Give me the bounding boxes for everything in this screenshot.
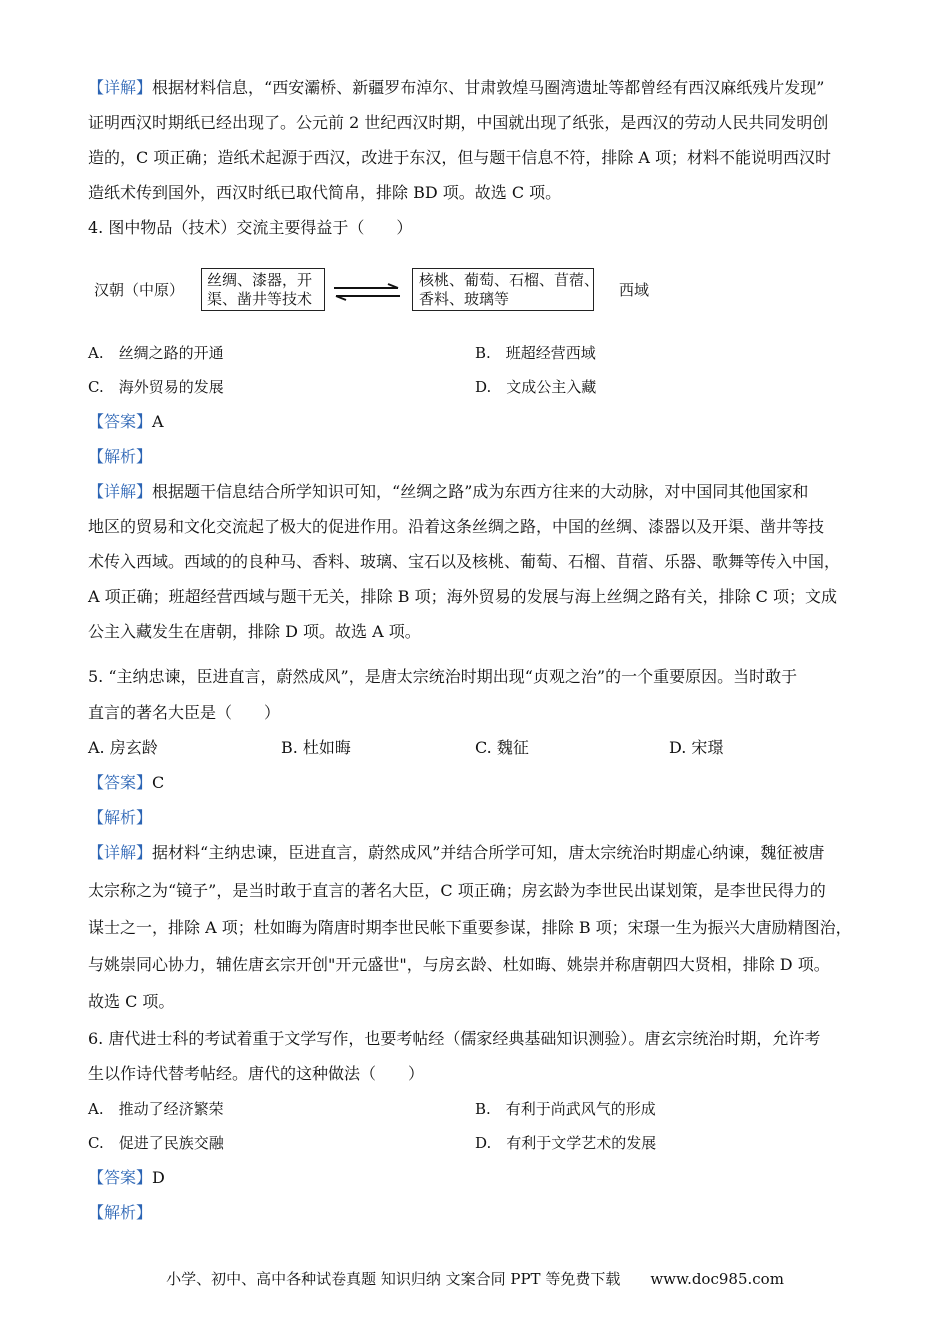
q3-detail-line-1: 【详解】根据材料信息，“西安灞桥、新疆罗布淖尔、甘肃敦煌马圈湾遗址等都曾经有西汉麻纸残片发现” [88,78,825,97]
diagram-left-label: 汉朝（中原） [94,281,185,299]
q5-detail-line-4: 与姚崇同心协力，辅佐唐玄宗开创"开元盛世"，与房玄龄、杜如晦、姚崇并称唐朝四大贤相，排除 D 项。 [88,955,830,974]
q6-option-c: C. 促进了民族交融 [88,1134,224,1152]
q5-analysis: 【解析】 [88,808,153,827]
detail-tag: 【详解】 [88,78,153,97]
diagram-right-box: 核桃、葡萄、石榴、苜蓿、 香料、玻璃等 [412,268,594,311]
q5-question-line-1: 5. “主纳忠谏，臣进直言，蔚然成风”，是唐太宗统治时期出现“贞观之治”的一个重要原因。当时敢于 [88,667,798,686]
q5-detail-line-3: 谋士之一，排除 A 项；杜如晦为隋唐时期李世民帐下重要参谋，排除 B 项；宋璟一生为振兴大唐励精图治， [88,918,852,937]
q4-answer: 【答案】A [88,412,164,431]
q4-option-c: C. 海外贸易的发展 [88,378,224,396]
q5-question-line-2: 直言的著名大臣是（ ） [88,703,281,722]
q4-question: 4. 图中物品（技术）交流主要得益于（ ） [88,218,413,237]
q4-exchange-diagram [88,265,688,315]
q4-detail-line-5: 公主入藏发生在唐朝，排除 D 项。故选 A 项。 [88,622,421,641]
double-arrow-icon [332,283,402,301]
q6-option-b: B. 有利于尚武风气的形成 [475,1100,656,1118]
q6-analysis: 【解析】 [88,1203,153,1222]
q3-detail-line-2: 证明西汉时期纸已经出现了。公元前 2 世纪西汉时期，中国就出现了纸张，是西汉的劳动人民共同发明创 [88,113,829,132]
q5-option-c: C. 魏征 [475,738,529,757]
q6-question-line-2: 生以作诗代替考帖经。唐代的这种做法（ ） [88,1064,425,1083]
q4-detail-line-2: 地区的贸易和文化交流起了极大的促进作用。沿着这条丝绸之路，中国的丝绸、漆器以及开渠、凿井等技 [88,517,825,536]
q5-option-a: A. 房玄龄 [88,738,158,757]
q3-detail-line-3: 造的，C 项正确；造纸术起源于西汉，改进于东汉，但与题干信息不符，排除 A 项；材料不能说明西汉时 [88,148,832,167]
q3-detail-line-4: 造纸术传到国外，西汉时纸已取代简帛，排除 BD 项。故选 C 项。 [88,183,562,202]
q4-detail-line-1: 【详解】根据题干信息结合所学知识可知，“丝绸之路”成为东西方往来的大动脉，对中国同其他国家和 [88,482,809,501]
q6-option-d: D. 有利于文学艺术的发展 [475,1134,657,1152]
diagram-left-box: 丝绸、漆器，开 渠、凿井等技术 [201,268,325,311]
q5-detail-line-2: 太宗称之为“镜子”，是当时敢于直言的著名大臣，C 项正确；房玄龄为李世民出谋划策，是李世民得力的 [88,881,826,900]
q5-option-b: B. 杜如晦 [281,738,351,757]
q6-answer: 【答案】D [88,1168,165,1187]
q5-detail-line-5: 故选 C 项。 [88,992,175,1011]
q6-option-a: A. 推动了经济繁荣 [88,1100,224,1118]
q4-detail-line-4: A 项正确；班超经营西域与题干无关，排除 B 项；海外贸易的发展与海上丝绸之路有关，排除 C 项；文成 [88,587,837,606]
q4-option-d: D. 文成公主入藏 [475,378,597,396]
page-footer: 小学、初中、高中各种试卷真题 知识归纳 文案合同 PPT 等免费下载 www.doc985.com [166,1270,784,1288]
q6-question-line-1: 6. 唐代进士科的考试着重于文学写作，也要考帖经（儒家经典基础知识测验）。唐玄宗统治时期，允许考 [88,1029,821,1048]
q4-option-b: B. 班超经营西域 [475,344,596,362]
q4-detail-line-3: 术传入西域。西域的的良种马、香料、玻璃、宝石以及核桃、葡萄、石榴、苜蓿、乐器、歌舞等传入中国， [88,552,841,571]
q4-analysis: 【解析】 [88,447,153,466]
q4-option-a: A. 丝绸之路的开通 [88,344,224,362]
q5-option-d: D. 宋璟 [669,738,724,757]
q5-answer: 【答案】C [88,773,165,792]
diagram-right-label: 西域 [619,281,650,299]
q5-detail-line-1: 【详解】据材料“主纳忠谏，臣进直言，蔚然成风”并结合所学可知，唐太宗统治时期虚心纳谏，魏征被唐 [88,843,825,862]
